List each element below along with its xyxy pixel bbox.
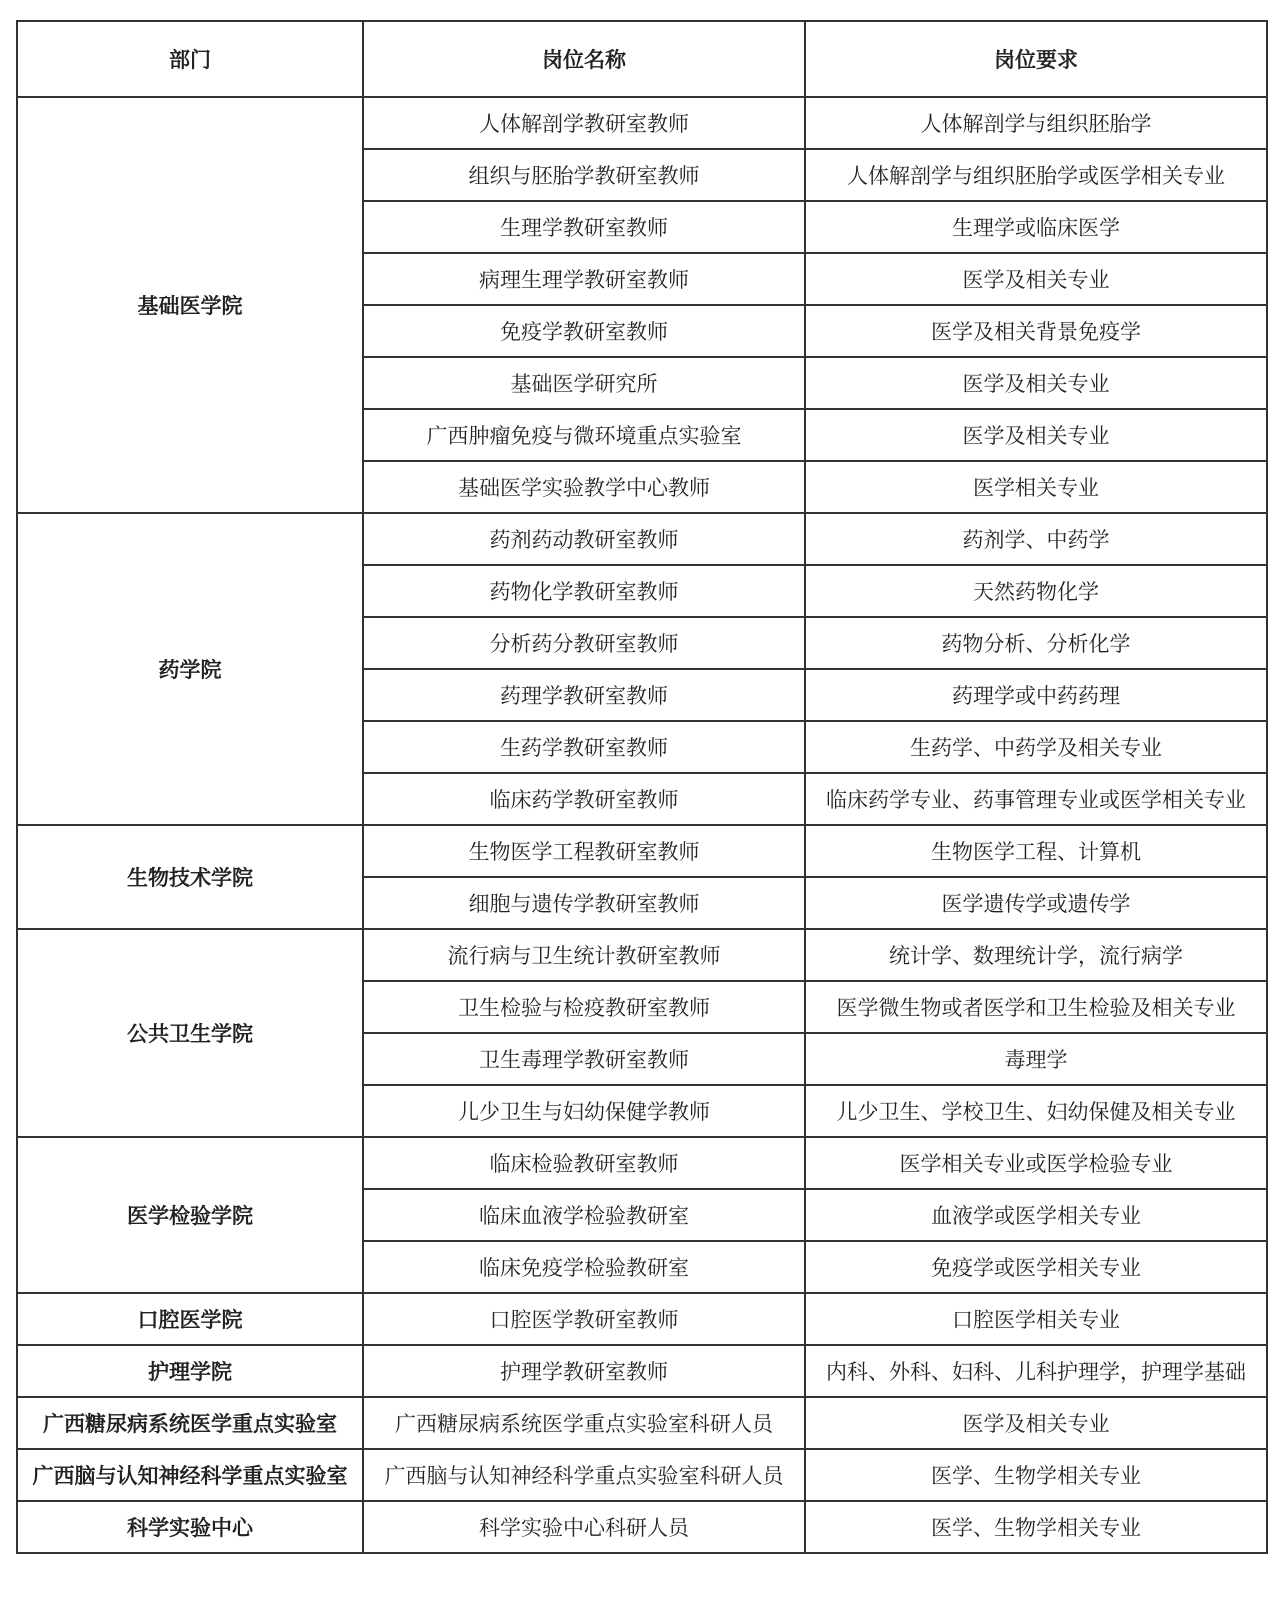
requirement-cell: 人体解剖学与组织胚胎学或医学相关专业 xyxy=(805,149,1267,201)
department-cell: 广西脑与认知神经科学重点实验室 xyxy=(17,1449,363,1501)
position-cell: 广西糖尿病系统医学重点实验室科研人员 xyxy=(363,1397,805,1449)
department-cell: 科学实验中心 xyxy=(17,1501,363,1553)
position-cell: 组织与胚胎学教研室教师 xyxy=(363,149,805,201)
position-cell: 基础医学研究所 xyxy=(363,357,805,409)
requirement-cell: 毒理学 xyxy=(805,1033,1267,1085)
requirement-cell: 临床药学专业、药事管理专业或医学相关专业 xyxy=(805,773,1267,825)
requirement-cell: 生理学或临床医学 xyxy=(805,201,1267,253)
position-cell: 儿少卫生与妇幼保健学教师 xyxy=(363,1085,805,1137)
department-cell: 药学院 xyxy=(17,513,363,825)
job-table-container xyxy=(16,20,1266,1554)
table-body xyxy=(17,97,1267,1553)
header-requirement: 岗位要求 xyxy=(805,21,1267,97)
requirement-cell: 医学、生物学相关专业 xyxy=(805,1501,1267,1553)
table-row xyxy=(17,1501,1267,1553)
requirement-cell: 医学及相关专业 xyxy=(805,409,1267,461)
position-cell: 药理学教研室教师 xyxy=(363,669,805,721)
department-cell: 公共卫生学院 xyxy=(17,929,363,1137)
table-row xyxy=(17,1293,1267,1345)
requirement-cell: 医学及相关专业 xyxy=(805,253,1267,305)
position-cell: 生物医学工程教研室教师 xyxy=(363,825,805,877)
requirement-cell: 药剂学、中药学 xyxy=(805,513,1267,565)
position-cell: 分析药分教研室教师 xyxy=(363,617,805,669)
position-cell: 流行病与卫生统计教研室教师 xyxy=(363,929,805,981)
position-cell: 护理学教研室教师 xyxy=(363,1345,805,1397)
requirement-cell: 儿少卫生、学校卫生、妇幼保健及相关专业 xyxy=(805,1085,1267,1137)
table-row xyxy=(17,1137,1267,1189)
header-position: 岗位名称 xyxy=(363,21,805,97)
requirement-cell: 血液学或医学相关专业 xyxy=(805,1189,1267,1241)
position-cell: 临床血液学检验教研室 xyxy=(363,1189,805,1241)
position-cell: 基础医学实验教学中心教师 xyxy=(363,461,805,513)
requirement-cell: 生物医学工程、计算机 xyxy=(805,825,1267,877)
position-cell: 免疫学教研室教师 xyxy=(363,305,805,357)
position-cell: 临床免疫学检验教研室 xyxy=(363,1241,805,1293)
department-cell: 生物技术学院 xyxy=(17,825,363,929)
position-cell: 科学实验中心科研人员 xyxy=(363,1501,805,1553)
requirement-cell: 医学、生物学相关专业 xyxy=(805,1449,1267,1501)
table-header-row xyxy=(17,21,1267,97)
department-cell: 广西糖尿病系统医学重点实验室 xyxy=(17,1397,363,1449)
position-cell: 药物化学教研室教师 xyxy=(363,565,805,617)
table-row xyxy=(17,825,1267,877)
requirement-cell: 口腔医学相关专业 xyxy=(805,1293,1267,1345)
requirement-cell: 统计学、数理统计学，流行病学 xyxy=(805,929,1267,981)
requirement-cell: 天然药物化学 xyxy=(805,565,1267,617)
table-row xyxy=(17,97,1267,149)
requirement-cell: 药物分析、分析化学 xyxy=(805,617,1267,669)
position-cell: 临床检验教研室教师 xyxy=(363,1137,805,1189)
requirement-cell: 医学及相关专业 xyxy=(805,1397,1267,1449)
department-cell: 护理学院 xyxy=(17,1345,363,1397)
requirement-cell: 免疫学或医学相关专业 xyxy=(805,1241,1267,1293)
table-row xyxy=(17,513,1267,565)
position-cell: 卫生毒理学教研室教师 xyxy=(363,1033,805,1085)
requirement-cell: 医学及相关专业 xyxy=(805,357,1267,409)
table-row xyxy=(17,929,1267,981)
requirement-cell: 医学微生物或者医学和卫生检验及相关专业 xyxy=(805,981,1267,1033)
requirement-cell: 医学遗传学或遗传学 xyxy=(805,877,1267,929)
position-cell: 口腔医学教研室教师 xyxy=(363,1293,805,1345)
department-cell: 基础医学院 xyxy=(17,97,363,513)
requirement-cell: 生药学、中药学及相关专业 xyxy=(805,721,1267,773)
department-cell: 口腔医学院 xyxy=(17,1293,363,1345)
department-cell: 医学检验学院 xyxy=(17,1137,363,1293)
job-table xyxy=(16,20,1268,1554)
table-row xyxy=(17,1345,1267,1397)
position-cell: 人体解剖学教研室教师 xyxy=(363,97,805,149)
position-cell: 生理学教研室教师 xyxy=(363,201,805,253)
requirement-cell: 人体解剖学与组织胚胎学 xyxy=(805,97,1267,149)
requirement-cell: 医学及相关背景免疫学 xyxy=(805,305,1267,357)
position-cell: 广西肿瘤免疫与微环境重点实验室 xyxy=(363,409,805,461)
table-row xyxy=(17,1397,1267,1449)
position-cell: 药剂药动教研室教师 xyxy=(363,513,805,565)
position-cell: 临床药学教研室教师 xyxy=(363,773,805,825)
position-cell: 生药学教研室教师 xyxy=(363,721,805,773)
requirement-cell: 医学相关专业 xyxy=(805,461,1267,513)
header-department: 部门 xyxy=(17,21,363,97)
requirement-cell: 医学相关专业或医学检验专业 xyxy=(805,1137,1267,1189)
requirement-cell: 药理学或中药药理 xyxy=(805,669,1267,721)
position-cell: 广西脑与认知神经科学重点实验室科研人员 xyxy=(363,1449,805,1501)
position-cell: 卫生检验与检疫教研室教师 xyxy=(363,981,805,1033)
table-row xyxy=(17,1449,1267,1501)
requirement-cell: 内科、外科、妇科、儿科护理学，护理学基础 xyxy=(805,1345,1267,1397)
position-cell: 病理生理学教研室教师 xyxy=(363,253,805,305)
position-cell: 细胞与遗传学教研室教师 xyxy=(363,877,805,929)
